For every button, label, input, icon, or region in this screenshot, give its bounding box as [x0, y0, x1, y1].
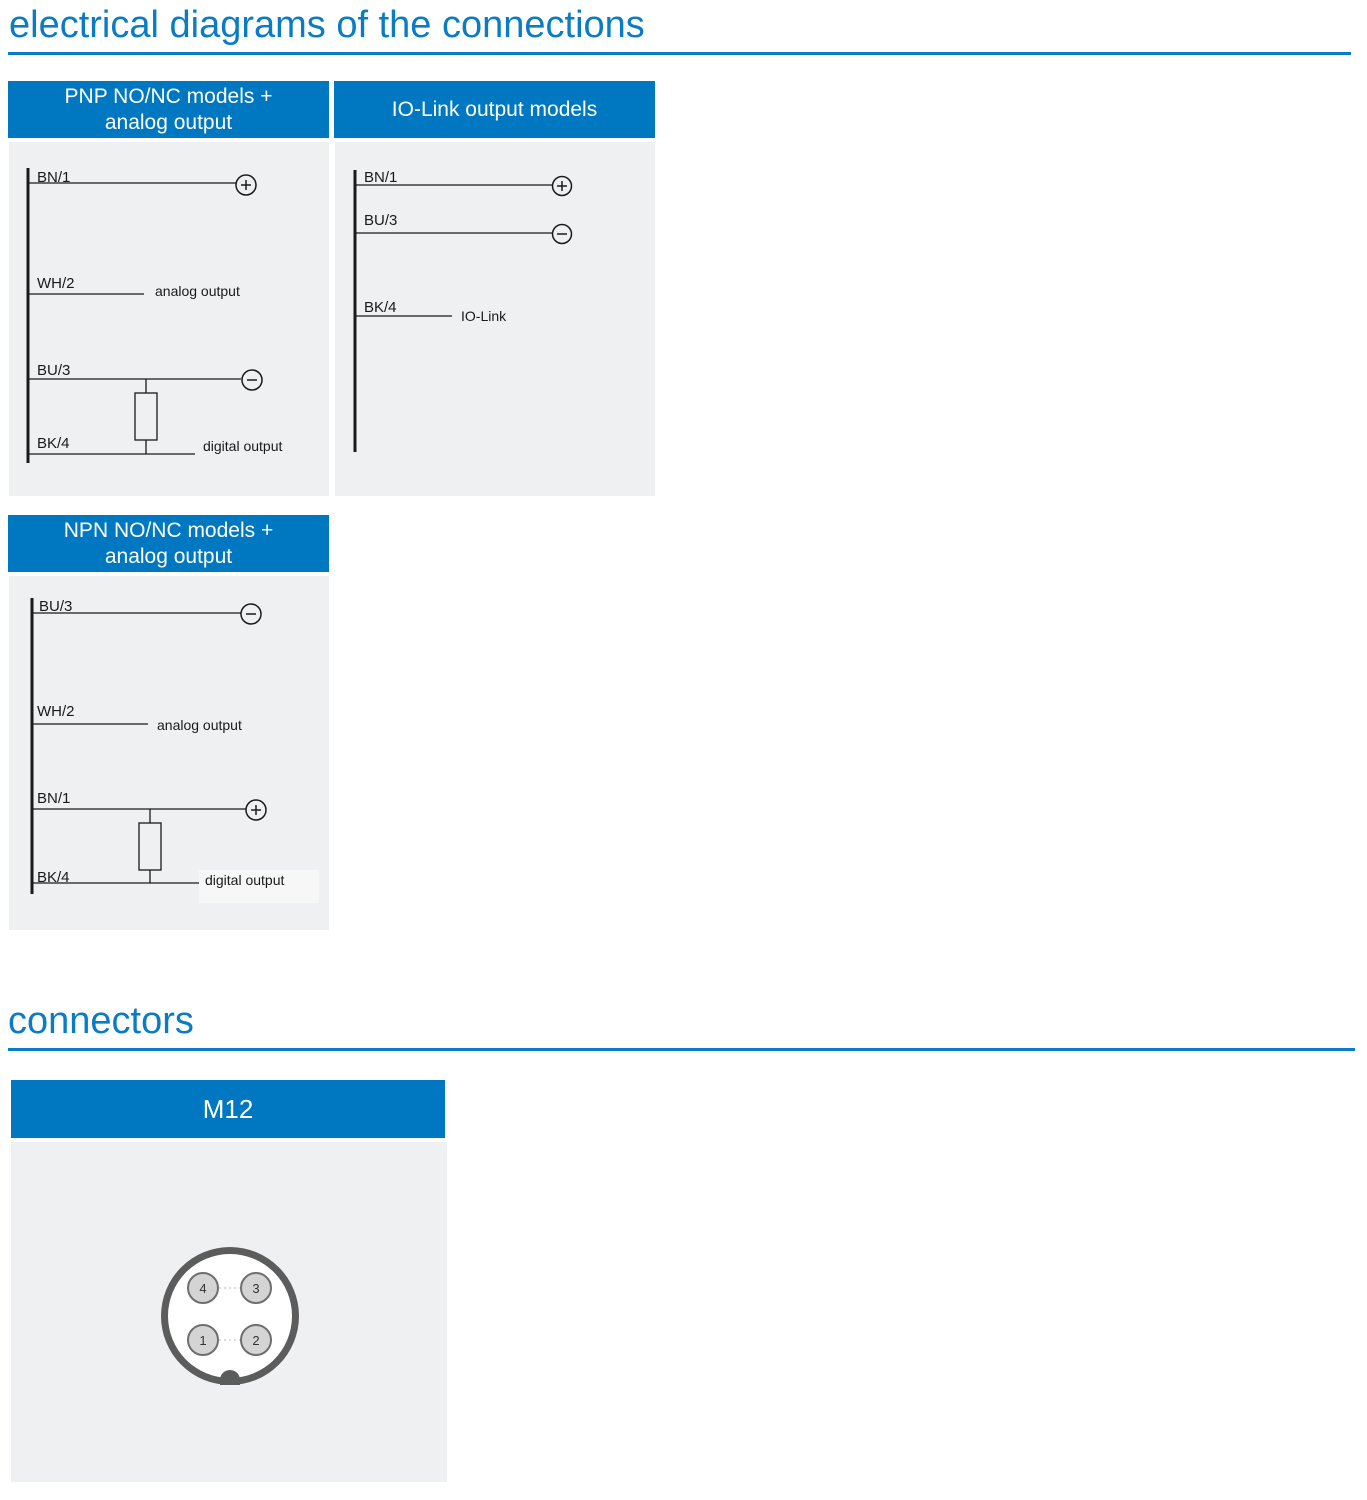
npn-header-line1: NPN NO/NC models + — [63, 518, 274, 542]
section-divider — [8, 1048, 1355, 1051]
pnp-load-resistor — [135, 393, 157, 440]
m12-pin-4 — [188, 1273, 218, 1303]
m12-connector-svg — [11, 1142, 447, 1482]
pnp-wiring-diagram — [9, 142, 329, 496]
section-divider — [8, 52, 1351, 55]
pnp-plus-terminal-icon — [236, 175, 256, 195]
iolink-label-bk: BK/4 — [364, 299, 397, 316]
iolink-panel-header — [334, 81, 655, 138]
pnp-label-bu: BU/3 — [37, 362, 71, 379]
m12-header-text: M12 — [202, 1094, 254, 1124]
section-title-electrical-diagrams: electrical diagrams of the connections — [9, 4, 645, 46]
m12-connector-face-icon — [161, 1247, 299, 1385]
npn-label-bu: BU/3 — [39, 598, 73, 615]
npn-label-bk: BK/4 — [37, 869, 70, 886]
npn-header-line2: analog output — [104, 544, 233, 568]
m12-pin-3-label: 3 — [252, 1281, 260, 1296]
pnp-label-digital-output: digital output — [203, 438, 283, 454]
m12-pin-2 — [241, 1325, 271, 1355]
npn-label-digital-output: digital output — [205, 872, 285, 888]
m12-connector-panel — [11, 1142, 447, 1482]
iolink-plus-terminal-icon — [553, 177, 572, 196]
pnp-label-wh: WH/2 — [37, 275, 75, 292]
npn-minus-terminal-icon — [241, 604, 261, 624]
iolink-wiring-diagram — [335, 142, 655, 496]
pnp-label-bk: BK/4 — [37, 435, 70, 452]
m12-pin-4-label: 4 — [199, 1281, 207, 1296]
pnp-minus-terminal-icon — [242, 370, 262, 390]
pnp-header-line2: analog output — [104, 110, 233, 134]
npn-label-bn: BN/1 — [37, 790, 71, 807]
pnp-panel-header — [8, 81, 329, 138]
pnp-label-analog-output: analog output — [155, 283, 240, 299]
npn-label-analog-output: analog output — [157, 717, 242, 733]
m12-pin-2-label: 2 — [252, 1333, 260, 1348]
npn-panel-header — [8, 515, 329, 572]
pnp-header-line1: PNP NO/NC models + — [64, 84, 273, 108]
npn-wiring-svg — [9, 576, 329, 930]
iolink-minus-terminal-icon — [553, 225, 572, 244]
iolink-header-text: IO-Link output models — [391, 97, 598, 121]
m12-inner-face — [168, 1254, 292, 1378]
pnp-label-bn: BN/1 — [37, 169, 71, 186]
pnp-wiring-svg — [9, 142, 329, 496]
npn-load-resistor — [139, 823, 161, 870]
m12-pin-1-label: 1 — [199, 1333, 207, 1348]
iolink-label-bn: BN/1 — [364, 169, 398, 186]
m12-panel-header — [11, 1080, 445, 1138]
npn-plus-terminal-icon — [246, 800, 266, 820]
m12-pin-1 — [188, 1325, 218, 1355]
section-title-connectors: connectors — [8, 1000, 194, 1042]
npn-wiring-diagram — [9, 576, 329, 930]
m12-pin-3 — [241, 1273, 271, 1303]
npn-label-wh: WH/2 — [37, 703, 75, 720]
iolink-label-bu: BU/3 — [364, 212, 398, 229]
iolink-label-iolink: IO-Link — [461, 308, 507, 324]
iolink-wiring-svg — [335, 142, 655, 496]
